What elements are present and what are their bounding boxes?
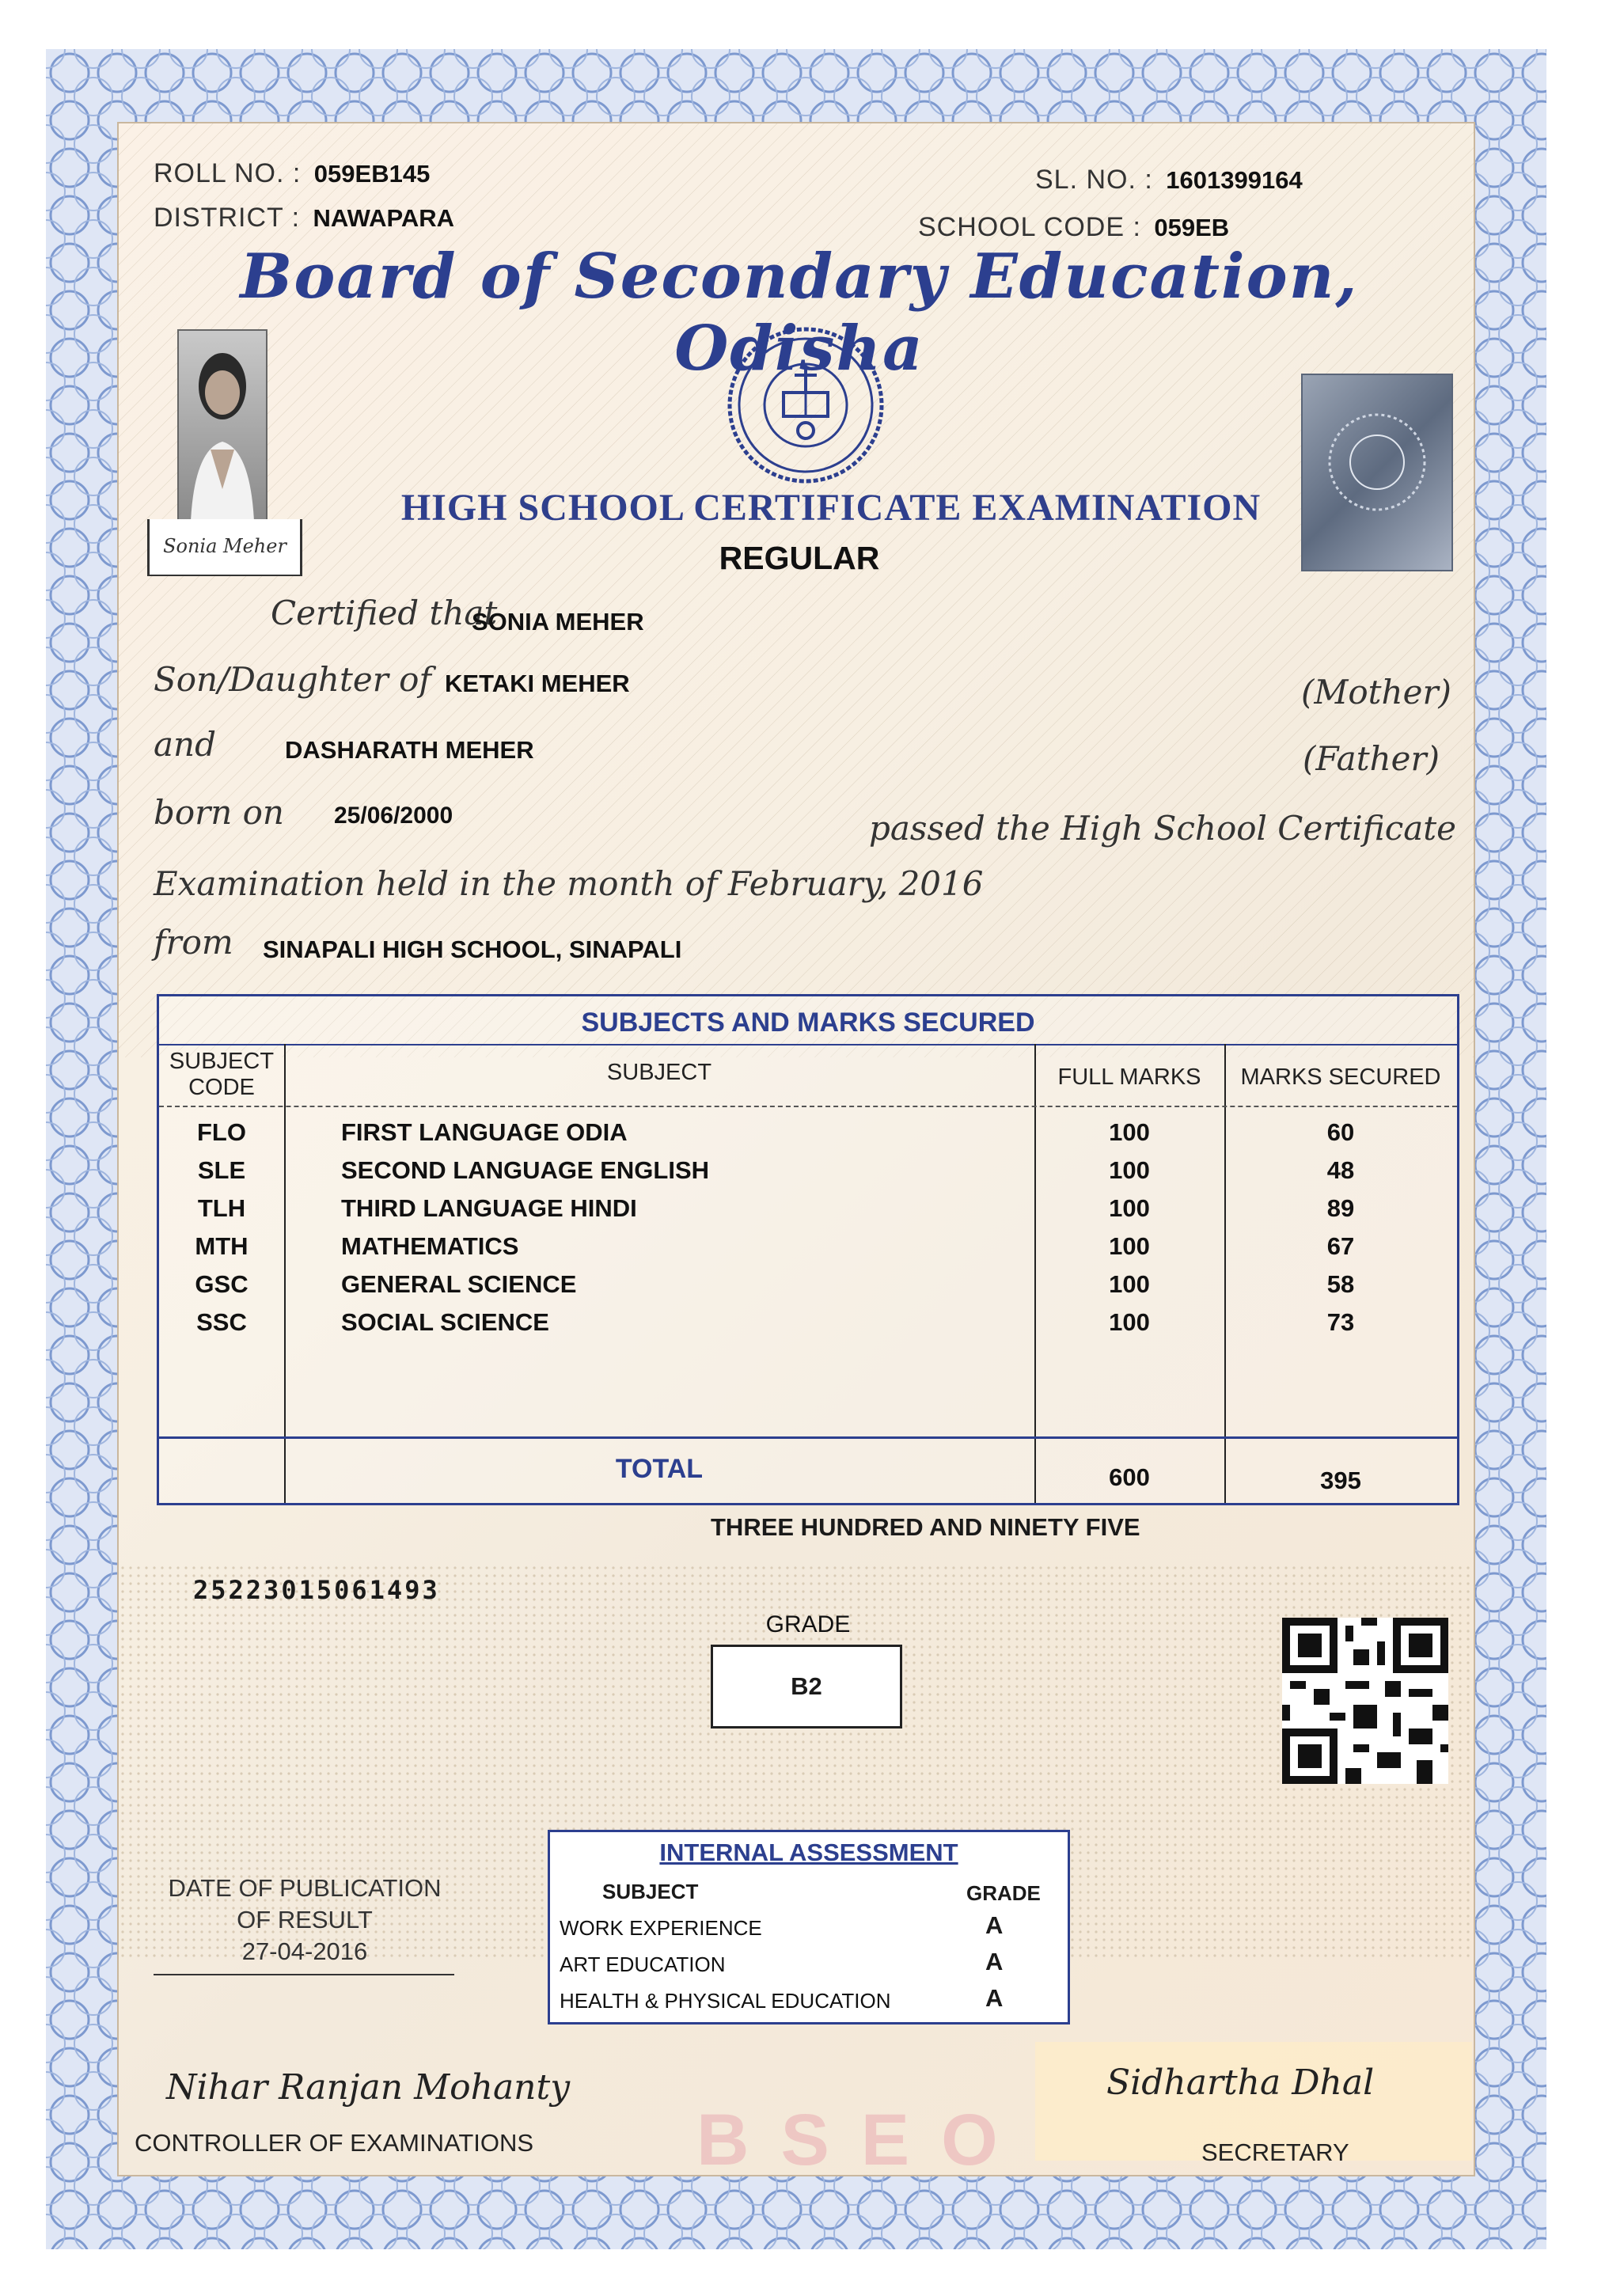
ia-grade: A (985, 1948, 1004, 1975)
serial-number (1035, 165, 1303, 195)
ia-grade: A (985, 1911, 1004, 1939)
full-marks: 100 (1109, 1308, 1150, 1336)
full-marks: 100 (1109, 1118, 1150, 1146)
mother-label: (Mother) (1301, 673, 1451, 712)
publication-line2: OF RESULT (237, 1906, 373, 1933)
ia-title: INTERNAL ASSESSMENT (659, 1839, 958, 1866)
marks-secured: 58 (1326, 1270, 1355, 1298)
ia-col-subject: SUBJECT (602, 1880, 699, 1903)
district-label: DISTRICT : (154, 203, 301, 233)
full-marks: 100 (1109, 1194, 1150, 1222)
marks-secured: 67 (1326, 1232, 1355, 1260)
subject-code: TLH (197, 1194, 246, 1222)
exam-title: HIGH SCHOOL CERTIFICATE EXAMINATION (400, 487, 1262, 529)
subject-name: MATHEMATICS (341, 1232, 519, 1260)
total-in-words: THREE HUNDRED AND NINETY FIVE (711, 1513, 1140, 1541)
marks-table (157, 994, 1459, 1505)
roll-value: 059EB145 (313, 160, 431, 188)
school-name: SINAPALI HIGH SCHOOL, SINAPALI (263, 935, 682, 963)
grade-value: B2 (711, 1645, 902, 1728)
secretary-signature: Sidhartha Dhal (1106, 2062, 1375, 2103)
full-marks: 100 (1109, 1270, 1150, 1298)
father-name: DASHARATH MEHER (285, 736, 534, 764)
exam-held-text: Examination held in the month of February, 2016 (154, 864, 984, 903)
photo-caption-box (147, 519, 302, 576)
student-name: SONIA MEHER (472, 608, 644, 636)
certified-that-label: Certified that (271, 594, 498, 632)
subject-code: MTH (195, 1232, 249, 1260)
publication-line1: DATE OF PUBLICATION (168, 1874, 442, 1902)
school-code-value: 059EB (1154, 214, 1230, 241)
ia-col-grade: GRADE (966, 1881, 1041, 1905)
roll-label: ROLL NO. : (154, 158, 302, 188)
total-full-marks: 600 (1109, 1463, 1150, 1491)
subject-name: FIRST LANGUAGE ODIA (341, 1118, 628, 1146)
subject-code: FLO (197, 1118, 246, 1146)
school-code-label: SCHOOL CODE : (918, 212, 1141, 242)
hologram-sticker (1301, 374, 1453, 571)
col-subject: SUBJECT (606, 1060, 712, 1085)
subject-name: GENERAL SCIENCE (341, 1270, 577, 1298)
col-full-marks: FULL MARKS (1057, 1064, 1201, 1090)
controller-label: CONTROLLER OF EXAMINATIONS (135, 2129, 534, 2157)
school-code (918, 212, 1229, 243)
certificate-body (117, 122, 1475, 2180)
subject-code: GSC (195, 1270, 249, 1298)
serial-barcode: 25223015061493 (193, 1575, 440, 1605)
marks-secured: 60 (1326, 1118, 1355, 1146)
subject-name: SECOND LANGUAGE ENGLISH (341, 1156, 710, 1184)
marks-secured: 48 (1326, 1156, 1355, 1184)
passed-text: passed the High School Certificate (869, 809, 1456, 848)
board-seal-icon (727, 326, 885, 484)
father-label: (Father) (1303, 739, 1440, 778)
col-subject-code: SUBJECT CODE (169, 1049, 275, 1100)
publication-block (150, 1873, 459, 1968)
date-of-birth: 25/06/2000 (334, 803, 453, 829)
total-marks-secured: 395 (1320, 1467, 1361, 1494)
subject-name: THIRD LANGUAGE HINDI (341, 1194, 637, 1222)
and-label: and (154, 725, 216, 764)
subject-code: SLE (197, 1156, 246, 1184)
subject-code: SSC (196, 1308, 247, 1336)
roll-number (154, 158, 430, 189)
district-value: NAWAPARA (313, 204, 455, 232)
student-photo (177, 329, 268, 522)
controller-signature: Nihar Ranjan Mohanty (166, 2067, 571, 2108)
grade-label: GRADE (765, 1611, 851, 1637)
certificate-paper (46, 49, 1546, 2249)
qr-code-icon (1282, 1618, 1448, 1784)
exam-type: REGULAR (719, 540, 880, 576)
marks-secured: 73 (1326, 1308, 1355, 1336)
sl-label: SL. NO. : (1035, 165, 1153, 195)
col-marks-secured: MARKS SECURED (1240, 1064, 1441, 1090)
ia-subject: WORK EXPERIENCE (560, 1916, 762, 1940)
publication-date: 27-04-2016 (241, 1937, 368, 1965)
mother-name: KETAKI MEHER (445, 670, 630, 697)
marks-secured: 89 (1326, 1194, 1355, 1222)
sl-value: 1601399164 (1166, 166, 1303, 194)
subject-name: SOCIAL SCIENCE (341, 1308, 549, 1336)
watermark: BSEO (696, 2100, 1030, 2180)
board-title: Board of Secondary Education, Odisha (240, 241, 1359, 385)
total-label: TOTAL (615, 1454, 704, 1484)
from-label: from (154, 923, 233, 962)
ia-subject: ART EDUCATION (560, 1952, 726, 1976)
ia-subject: HEALTH & PHYSICAL EDUCATION (560, 1989, 891, 2013)
photo-caption: Sonia Meher (163, 535, 286, 557)
student-photo-block (119, 321, 317, 582)
born-on-label: born on (154, 793, 284, 832)
secretary-label: SECRETARY (1201, 2138, 1349, 2166)
ia-grade: A (985, 1984, 1004, 2012)
full-marks: 100 (1109, 1156, 1150, 1184)
full-marks: 100 (1109, 1232, 1150, 1260)
internal-assessment-box (548, 1830, 1070, 2024)
district (154, 203, 454, 233)
marks-heading: SUBJECTS AND MARKS SECURED (581, 1007, 1035, 1038)
son-daughter-label: Son/Daughter of (154, 660, 431, 699)
